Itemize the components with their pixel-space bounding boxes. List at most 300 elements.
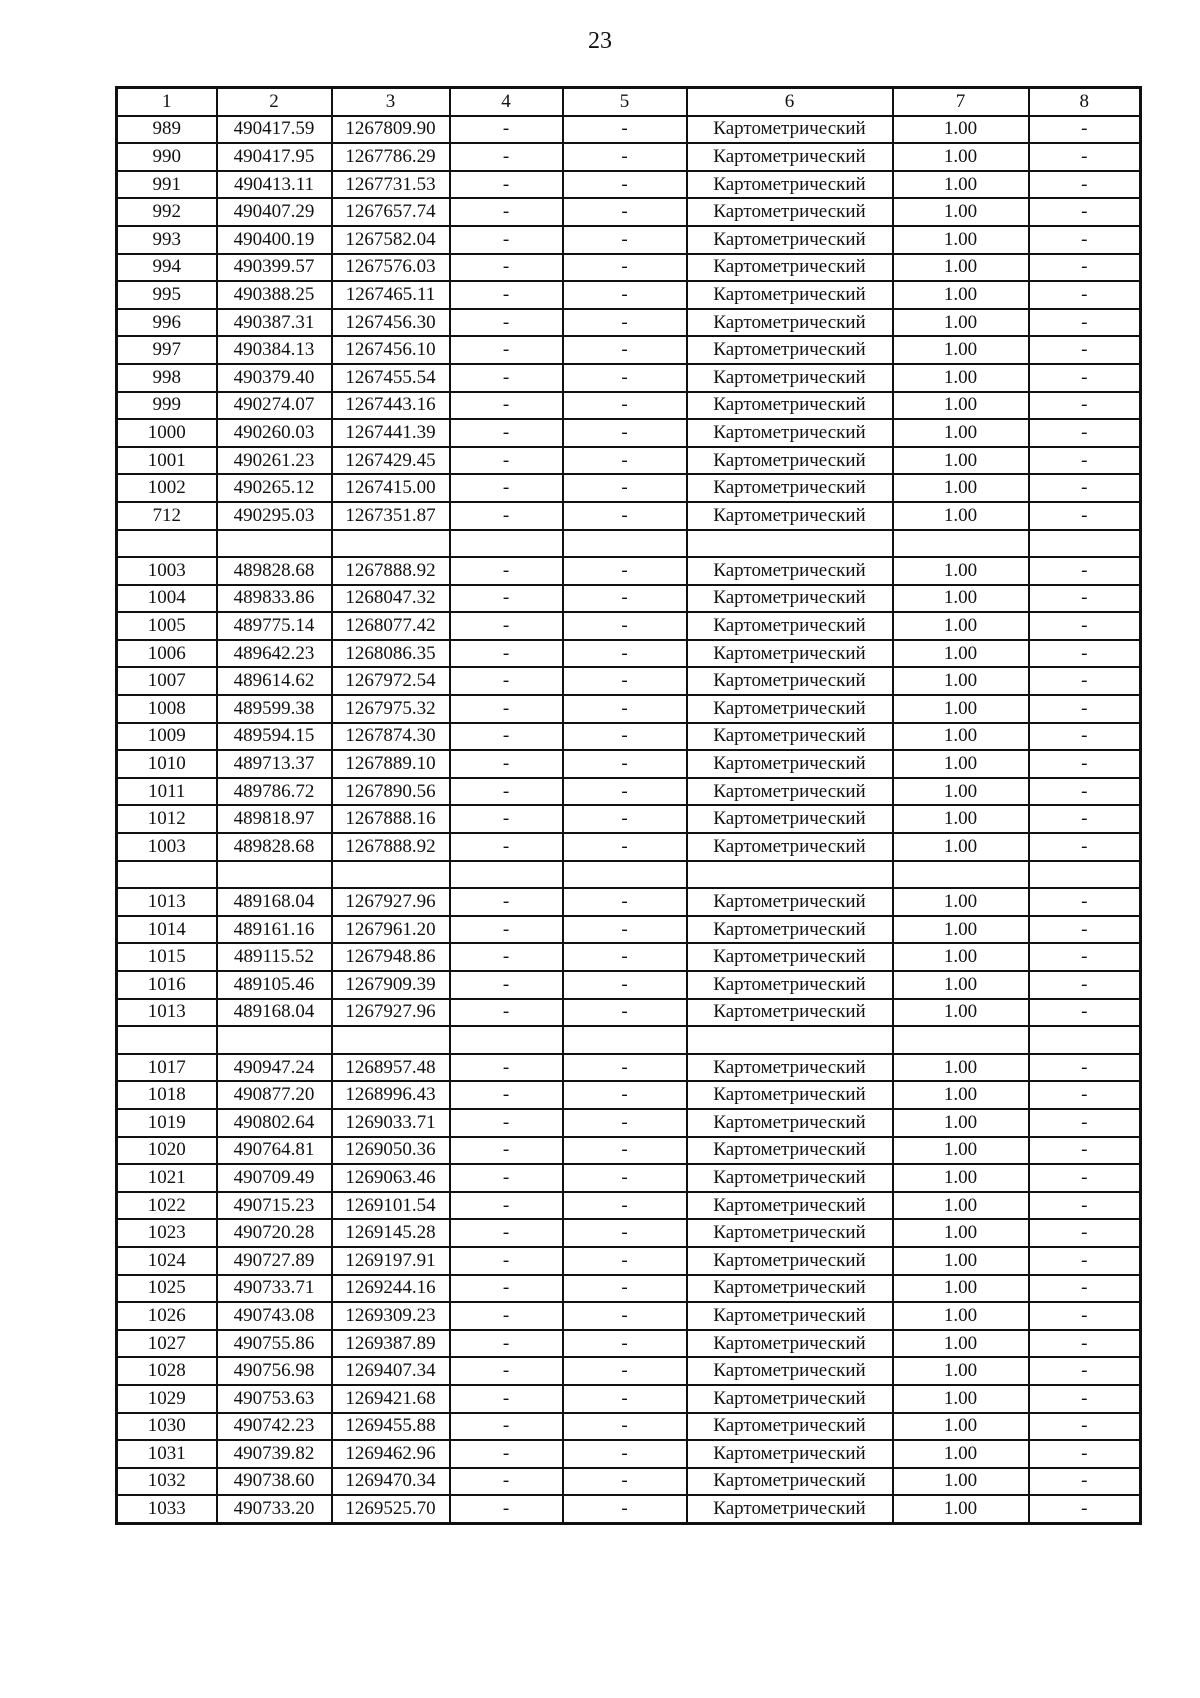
table-cell: 1267415.00 [332, 474, 450, 502]
table-cell: - [450, 971, 563, 999]
table-cell: - [563, 1495, 687, 1523]
table-cell: - [1029, 943, 1141, 971]
table-cell: Картометрический [687, 667, 893, 695]
table-cell: 1267972.54 [332, 667, 450, 695]
table-cell: - [450, 419, 563, 447]
table-cell: Картометрический [687, 1054, 893, 1082]
table-cell: - [563, 999, 687, 1027]
table-cell: 1.00 [893, 447, 1029, 475]
table-cell: 1009 [117, 723, 217, 751]
table-cell: 1267443.16 [332, 392, 450, 420]
table-cell: 1.00 [893, 1330, 1029, 1358]
table-cell: 489828.68 [217, 833, 332, 861]
table-cell: 1000 [117, 419, 217, 447]
table-cell: - [450, 116, 563, 144]
table-cell: Картометрический [687, 226, 893, 254]
table-cell [687, 1026, 893, 1054]
table-cell: 1.00 [893, 916, 1029, 944]
table-cell: 1022 [117, 1192, 217, 1220]
table-cell: - [563, 1109, 687, 1137]
table-row [117, 1413, 1141, 1441]
table-cell: - [1029, 585, 1141, 613]
table-row [117, 943, 1141, 971]
table-cell: 1028 [117, 1357, 217, 1385]
table-cell: 1.00 [893, 1357, 1029, 1385]
table-cell: - [563, 143, 687, 171]
table-row [117, 1192, 1141, 1220]
table-cell: - [563, 1275, 687, 1303]
table-row [117, 474, 1141, 502]
table-cell [1029, 530, 1141, 558]
table-cell: - [450, 364, 563, 392]
table-cell: - [1029, 612, 1141, 640]
table-cell: - [450, 1385, 563, 1413]
table-cell: 995 [117, 281, 217, 309]
table-cell: Картометрический [687, 1357, 893, 1385]
table-cell: Картометрический [687, 1385, 893, 1413]
table-cell: - [1029, 502, 1141, 530]
table-cell [217, 1026, 332, 1054]
table-cell: 1269387.89 [332, 1330, 450, 1358]
table-cell: 1026 [117, 1302, 217, 1330]
column-header: 8 [1029, 88, 1141, 116]
table-cell: - [563, 1137, 687, 1165]
table-cell: Картометрический [687, 833, 893, 861]
table-cell: - [450, 198, 563, 226]
table-cell [332, 1026, 450, 1054]
table-cell: 1033 [117, 1495, 217, 1523]
table-cell: 1268077.42 [332, 612, 450, 640]
table-cell [332, 861, 450, 889]
table-cell: 998 [117, 364, 217, 392]
table-cell: 1012 [117, 805, 217, 833]
table-cell: 1.00 [893, 143, 1029, 171]
table-row [117, 916, 1141, 944]
table-cell [117, 861, 217, 889]
table-cell: 1267351.87 [332, 502, 450, 530]
table-cell: 1.00 [893, 1247, 1029, 1275]
table-cell: Картометрический [687, 1495, 893, 1523]
table-cell: Картометрический [687, 447, 893, 475]
table-cell: - [1029, 723, 1141, 751]
table-cell [217, 530, 332, 558]
table-cell: - [1029, 1192, 1141, 1220]
table-cell: - [450, 916, 563, 944]
table-cell: - [563, 226, 687, 254]
table-cell: 1267731.53 [332, 171, 450, 199]
table-row [117, 392, 1141, 420]
table-cell: Картометрический [687, 1247, 893, 1275]
table-cell [450, 861, 563, 889]
table-cell [893, 861, 1029, 889]
table-cell: - [450, 1357, 563, 1385]
table-cell: 1.00 [893, 1385, 1029, 1413]
table-cell: - [563, 557, 687, 585]
table-cell: 1008 [117, 695, 217, 723]
table-cell: Картометрический [687, 336, 893, 364]
table-cell: 1267909.39 [332, 971, 450, 999]
column-header: 1 [117, 88, 217, 116]
table-cell: Картометрический [687, 143, 893, 171]
table-cell: 994 [117, 254, 217, 282]
table-cell: - [1029, 1385, 1141, 1413]
table-cell: 989 [117, 116, 217, 144]
table-cell: 1.00 [893, 1192, 1029, 1220]
table-cell [117, 1026, 217, 1054]
table-cell: 712 [117, 502, 217, 530]
table-cell: 489161.16 [217, 916, 332, 944]
table-cell: - [450, 1054, 563, 1082]
table-cell: - [1029, 116, 1141, 144]
table-row [117, 143, 1141, 171]
table-cell: - [563, 1247, 687, 1275]
table-row [117, 1468, 1141, 1496]
table-cell: - [1029, 1495, 1141, 1523]
column-header: 4 [450, 88, 563, 116]
table-cell: - [563, 281, 687, 309]
table-cell: - [1029, 1330, 1141, 1358]
table-cell: - [450, 447, 563, 475]
table-row [117, 667, 1141, 695]
table-cell: - [450, 474, 563, 502]
table-cell: - [1029, 833, 1141, 861]
table-cell: 1.00 [893, 1109, 1029, 1137]
table-cell: 1017 [117, 1054, 217, 1082]
table-cell: - [563, 1054, 687, 1082]
table-cell: 1267927.96 [332, 999, 450, 1027]
table-cell: - [1029, 1137, 1141, 1165]
table-row [117, 336, 1141, 364]
table-cell: 1.00 [893, 1219, 1029, 1247]
table-cell: 1268086.35 [332, 640, 450, 668]
table-cell: Картометрический [687, 1109, 893, 1137]
table-cell: Картометрический [687, 805, 893, 833]
table-cell: 1.00 [893, 833, 1029, 861]
table-cell: Картометрический [687, 640, 893, 668]
table-cell: - [563, 309, 687, 337]
table-cell: 1015 [117, 943, 217, 971]
table-cell [217, 861, 332, 889]
table-cell: 1.00 [893, 1468, 1029, 1496]
table-cell: - [450, 888, 563, 916]
table-cell: - [563, 778, 687, 806]
table-cell: 997 [117, 336, 217, 364]
table-cell: 1005 [117, 612, 217, 640]
table-cell: 1268957.48 [332, 1054, 450, 1082]
table-cell: 1269470.34 [332, 1468, 450, 1496]
table-cell: 489115.52 [217, 943, 332, 971]
table-row [117, 1302, 1141, 1330]
table-cell: 1.00 [893, 309, 1029, 337]
table-row [117, 1330, 1141, 1358]
table-cell: - [1029, 1219, 1141, 1247]
table-cell: 1267888.92 [332, 557, 450, 585]
table-cell [1029, 1026, 1141, 1054]
table-cell: 1002 [117, 474, 217, 502]
table-cell: 1269101.54 [332, 1192, 450, 1220]
table-cell: - [450, 585, 563, 613]
table-row [117, 1219, 1141, 1247]
table-row [117, 1081, 1141, 1109]
table-row [117, 254, 1141, 282]
table-row [117, 309, 1141, 337]
table-cell: 490399.57 [217, 254, 332, 282]
table-cell: - [563, 116, 687, 144]
table-cell: 489105.46 [217, 971, 332, 999]
table-cell: Картометрический [687, 281, 893, 309]
table-cell: 1267576.03 [332, 254, 450, 282]
table-cell: Картометрический [687, 364, 893, 392]
table-cell: - [563, 1468, 687, 1496]
table-cell: 1.00 [893, 364, 1029, 392]
table-cell: 1268047.32 [332, 585, 450, 613]
table-cell: - [1029, 309, 1141, 337]
table-cell: - [450, 502, 563, 530]
table-row [117, 612, 1141, 640]
table-cell: - [450, 557, 563, 585]
table-cell: - [450, 143, 563, 171]
table-cell: 1004 [117, 585, 217, 613]
table-cell [563, 861, 687, 889]
table-cell: 1003 [117, 557, 217, 585]
table-cell: - [1029, 1413, 1141, 1441]
table-cell: 1.00 [893, 474, 1029, 502]
table-cell: 1.00 [893, 1137, 1029, 1165]
table-cell: - [1029, 999, 1141, 1027]
table-cell: - [563, 198, 687, 226]
table-cell: 1.00 [893, 116, 1029, 144]
table-cell: - [1029, 1440, 1141, 1468]
table-cell: 490947.24 [217, 1054, 332, 1082]
table-cell: Картометрический [687, 750, 893, 778]
table-row [117, 833, 1141, 861]
table-cell: - [1029, 640, 1141, 668]
table-cell: 490802.64 [217, 1109, 332, 1137]
table-cell: - [450, 336, 563, 364]
table-cell: Картометрический [687, 419, 893, 447]
table-row [117, 778, 1141, 806]
table-cell: - [450, 612, 563, 640]
table-cell: 1001 [117, 447, 217, 475]
table-cell: - [1029, 1164, 1141, 1192]
table-cell: - [1029, 750, 1141, 778]
table-cell: 1.00 [893, 1440, 1029, 1468]
table-cell: - [563, 474, 687, 502]
table-cell: 1014 [117, 916, 217, 944]
table-cell: 490274.07 [217, 392, 332, 420]
column-header: 5 [563, 88, 687, 116]
table-cell: - [563, 1192, 687, 1220]
table-cell: 1267889.10 [332, 750, 450, 778]
table-cell: 489642.23 [217, 640, 332, 668]
table-cell: 1.00 [893, 805, 1029, 833]
table-cell: 1267582.04 [332, 226, 450, 254]
column-header: 6 [687, 88, 893, 116]
table-cell: 1267809.90 [332, 116, 450, 144]
table-cell: Картометрический [687, 1330, 893, 1358]
table-cell: 1021 [117, 1164, 217, 1192]
table-cell: 1267657.74 [332, 198, 450, 226]
table-cell: Картометрический [687, 1440, 893, 1468]
table-cell: - [1029, 254, 1141, 282]
table-row [117, 723, 1141, 751]
table-cell: 1269455.88 [332, 1413, 450, 1441]
table-cell: 1.00 [893, 695, 1029, 723]
table-cell: 992 [117, 198, 217, 226]
table-cell: 1.00 [893, 281, 1029, 309]
header-row [117, 88, 1141, 116]
table-cell: - [450, 254, 563, 282]
table-cell: 1267456.10 [332, 336, 450, 364]
table-cell: - [1029, 447, 1141, 475]
table-cell: - [563, 447, 687, 475]
table-cell: - [450, 667, 563, 695]
table-cell: 1268996.43 [332, 1081, 450, 1109]
table-row [117, 502, 1141, 530]
coordinates-table [115, 86, 1142, 1525]
table-cell: 1267927.96 [332, 888, 450, 916]
table-cell: 490742.23 [217, 1413, 332, 1441]
table-cell: Картометрический [687, 309, 893, 337]
table-cell: 1.00 [893, 502, 1029, 530]
table-cell: 1269525.70 [332, 1495, 450, 1523]
table-cell: 1269462.96 [332, 1440, 450, 1468]
table-cell [687, 530, 893, 558]
table-cell: Картометрический [687, 1219, 893, 1247]
table-row [117, 226, 1141, 254]
table-cell: Картометрический [687, 474, 893, 502]
table-cell: 1.00 [893, 888, 1029, 916]
table-cell: 1.00 [893, 1302, 1029, 1330]
table-cell [563, 530, 687, 558]
table-row [117, 999, 1141, 1027]
table-cell: Картометрический [687, 116, 893, 144]
table-cell: - [450, 1440, 563, 1468]
table-cell: 489786.72 [217, 778, 332, 806]
table-cell: 490755.86 [217, 1330, 332, 1358]
table-cell: 1.00 [893, 971, 1029, 999]
table-cell: 1267456.30 [332, 309, 450, 337]
table-cell: - [1029, 971, 1141, 999]
table-cell: 1267465.11 [332, 281, 450, 309]
column-header: 2 [217, 88, 332, 116]
table-row [117, 281, 1141, 309]
table-cell: - [1029, 364, 1141, 392]
table-cell: Картометрический [687, 1413, 893, 1441]
table-cell: 490764.81 [217, 1137, 332, 1165]
table-header [117, 88, 1141, 116]
table-cell: Картометрический [687, 999, 893, 1027]
table-cell: - [563, 612, 687, 640]
table-cell: - [1029, 695, 1141, 723]
table-cell: 1.00 [893, 723, 1029, 751]
table-row [117, 364, 1141, 392]
table-cell: - [1029, 557, 1141, 585]
table-cell: Картометрический [687, 585, 893, 613]
table-cell: - [450, 1192, 563, 1220]
table-cell: - [563, 750, 687, 778]
table-row [117, 861, 1141, 889]
table-cell: 1.00 [893, 171, 1029, 199]
table-cell: - [1029, 778, 1141, 806]
table-cell: 1.00 [893, 1054, 1029, 1082]
table-cell: 1020 [117, 1137, 217, 1165]
table-row [117, 695, 1141, 723]
table-cell: 489594.15 [217, 723, 332, 751]
table-cell: 1.00 [893, 778, 1029, 806]
table-cell: - [450, 999, 563, 1027]
table-cell: 1.00 [893, 1164, 1029, 1192]
table-cell [117, 530, 217, 558]
table-cell: 1003 [117, 833, 217, 861]
table-cell [1029, 861, 1141, 889]
table-cell: 1.00 [893, 226, 1029, 254]
table-cell: - [1029, 1247, 1141, 1275]
table-cell: 490877.20 [217, 1081, 332, 1109]
table-cell: 999 [117, 392, 217, 420]
table-cell: - [450, 1137, 563, 1165]
table-cell: 1029 [117, 1385, 217, 1413]
table-cell: 1.00 [893, 667, 1029, 695]
table-row [117, 1385, 1141, 1413]
table-cell: - [1029, 419, 1141, 447]
table-cell: - [450, 778, 563, 806]
table-cell: - [1029, 805, 1141, 833]
table-cell: - [563, 392, 687, 420]
table-cell: 490261.23 [217, 447, 332, 475]
table-row [117, 971, 1141, 999]
table-cell: 489614.62 [217, 667, 332, 695]
table-cell: 1.00 [893, 419, 1029, 447]
table-cell: - [563, 585, 687, 613]
table-cell: - [450, 1275, 563, 1303]
table-cell: 1.00 [893, 612, 1029, 640]
table-cell: 490388.25 [217, 281, 332, 309]
table-cell: - [450, 723, 563, 751]
table-cell: 489168.04 [217, 888, 332, 916]
table-cell: - [563, 336, 687, 364]
table-cell: - [563, 1302, 687, 1330]
table-cell: 489599.38 [217, 695, 332, 723]
table-cell: 1269244.16 [332, 1275, 450, 1303]
table-cell: - [563, 695, 687, 723]
table-cell: - [1029, 1081, 1141, 1109]
table-cell: 1267429.45 [332, 447, 450, 475]
table-cell: - [563, 502, 687, 530]
table-row [117, 557, 1141, 585]
table-cell: 1267948.86 [332, 943, 450, 971]
table-cell: - [1029, 667, 1141, 695]
table-row [117, 750, 1141, 778]
table-cell: - [563, 667, 687, 695]
table-body [117, 116, 1141, 1524]
table-cell: 1269421.68 [332, 1385, 450, 1413]
table-cell: 489713.37 [217, 750, 332, 778]
table-cell: - [1029, 1468, 1141, 1496]
table-cell: - [563, 171, 687, 199]
table-cell: Картометрический [687, 1192, 893, 1220]
table-cell: - [1029, 1357, 1141, 1385]
table-cell: 490709.49 [217, 1164, 332, 1192]
table-cell: - [563, 254, 687, 282]
table-cell: - [563, 1413, 687, 1441]
table-cell: - [450, 640, 563, 668]
table-cell: 1010 [117, 750, 217, 778]
table-cell: 1.00 [893, 254, 1029, 282]
table-cell: 1.00 [893, 943, 1029, 971]
table-cell: - [563, 916, 687, 944]
table-cell: 489818.97 [217, 805, 332, 833]
